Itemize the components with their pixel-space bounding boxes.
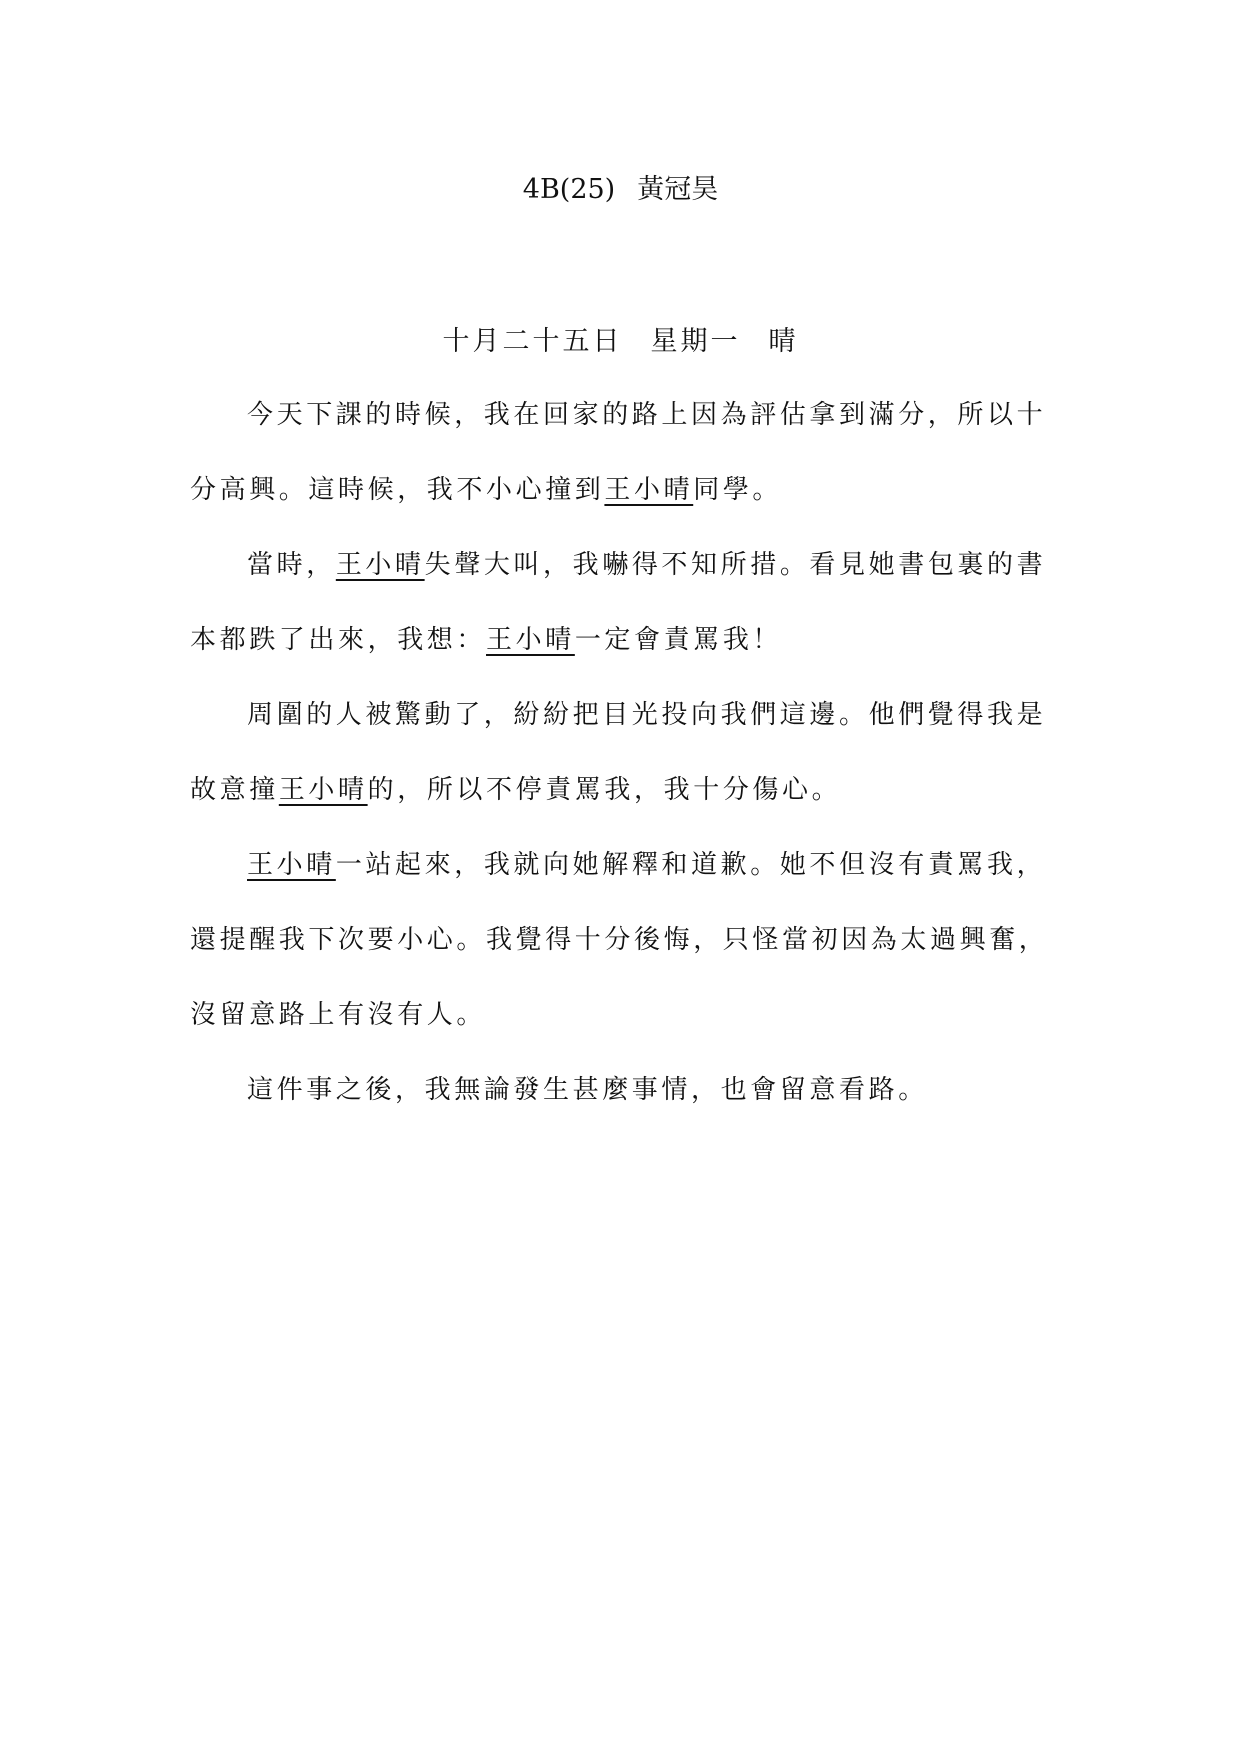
paragraph-3-line-1: [247, 695, 1060, 735]
underlined-name: 王小晴: [247, 850, 336, 880]
text-run: 的，所以不停責罵我，我十分傷心。: [367, 775, 842, 805]
text-run: 今天下課的時候，我在回家的路上因為評估拿到滿分，所以十: [247, 400, 1047, 430]
text-run: 本都跌了出來，我想：: [190, 625, 487, 655]
diary-weather: 晴: [768, 326, 799, 357]
paragraph-1-line-2: [190, 470, 1060, 510]
student-name: 黃冠昊: [637, 174, 719, 205]
author-line: [0, 170, 1241, 210]
text-run: 還提醒我下次要小心。我覺得十分後悔，只怪當初因為太過興奮，: [190, 925, 1049, 955]
paragraph-2-line-1: [247, 545, 1060, 585]
diary-date: 十月二十五日: [442, 326, 623, 357]
text-run: 一定會責罵我！: [574, 625, 783, 655]
paragraph-5-line-1: [247, 1070, 1060, 1110]
text-run: 當時，: [247, 550, 336, 580]
underlined-name: 王小晴: [335, 550, 425, 580]
paragraph-4-line-3: [190, 995, 1060, 1035]
paragraph-4-line-2: [190, 920, 1060, 960]
paragraph-3-line-2: [190, 770, 1060, 810]
diary-weekday: 星期一: [650, 326, 741, 357]
text-run: 一站起來，我就向她解釋和道歉。她不但沒有責罵我，: [335, 850, 1047, 880]
underlined-name: 王小晴: [486, 625, 575, 655]
paragraph-4-line-1: [247, 845, 1060, 885]
text-run: 周圍的人被驚動了，紛紛把目光投向我們這邊。他們覺得我是: [247, 700, 1047, 730]
paragraph-1-line-1: [247, 395, 1060, 435]
text-run: 沒留意路上有沒有人。: [190, 1000, 487, 1030]
text-run: 故意撞: [190, 775, 279, 805]
paragraph-2-line-2: [190, 620, 1060, 660]
text-run: 這件事之後，我無論發生甚麼事情，也會留意看路。: [247, 1075, 928, 1105]
diary-date-line: [0, 322, 1241, 362]
text-run: 分高興。這時候，我不小心撞到: [190, 475, 605, 505]
class-number: 4B(25): [522, 174, 616, 205]
underlined-name: 王小晴: [278, 775, 368, 805]
text-run: 失聲大叫，我嚇得不知所措。看見她書包裏的書: [424, 550, 1047, 580]
text-run: 同學。: [693, 475, 783, 505]
underlined-name: 王小晴: [604, 475, 694, 505]
